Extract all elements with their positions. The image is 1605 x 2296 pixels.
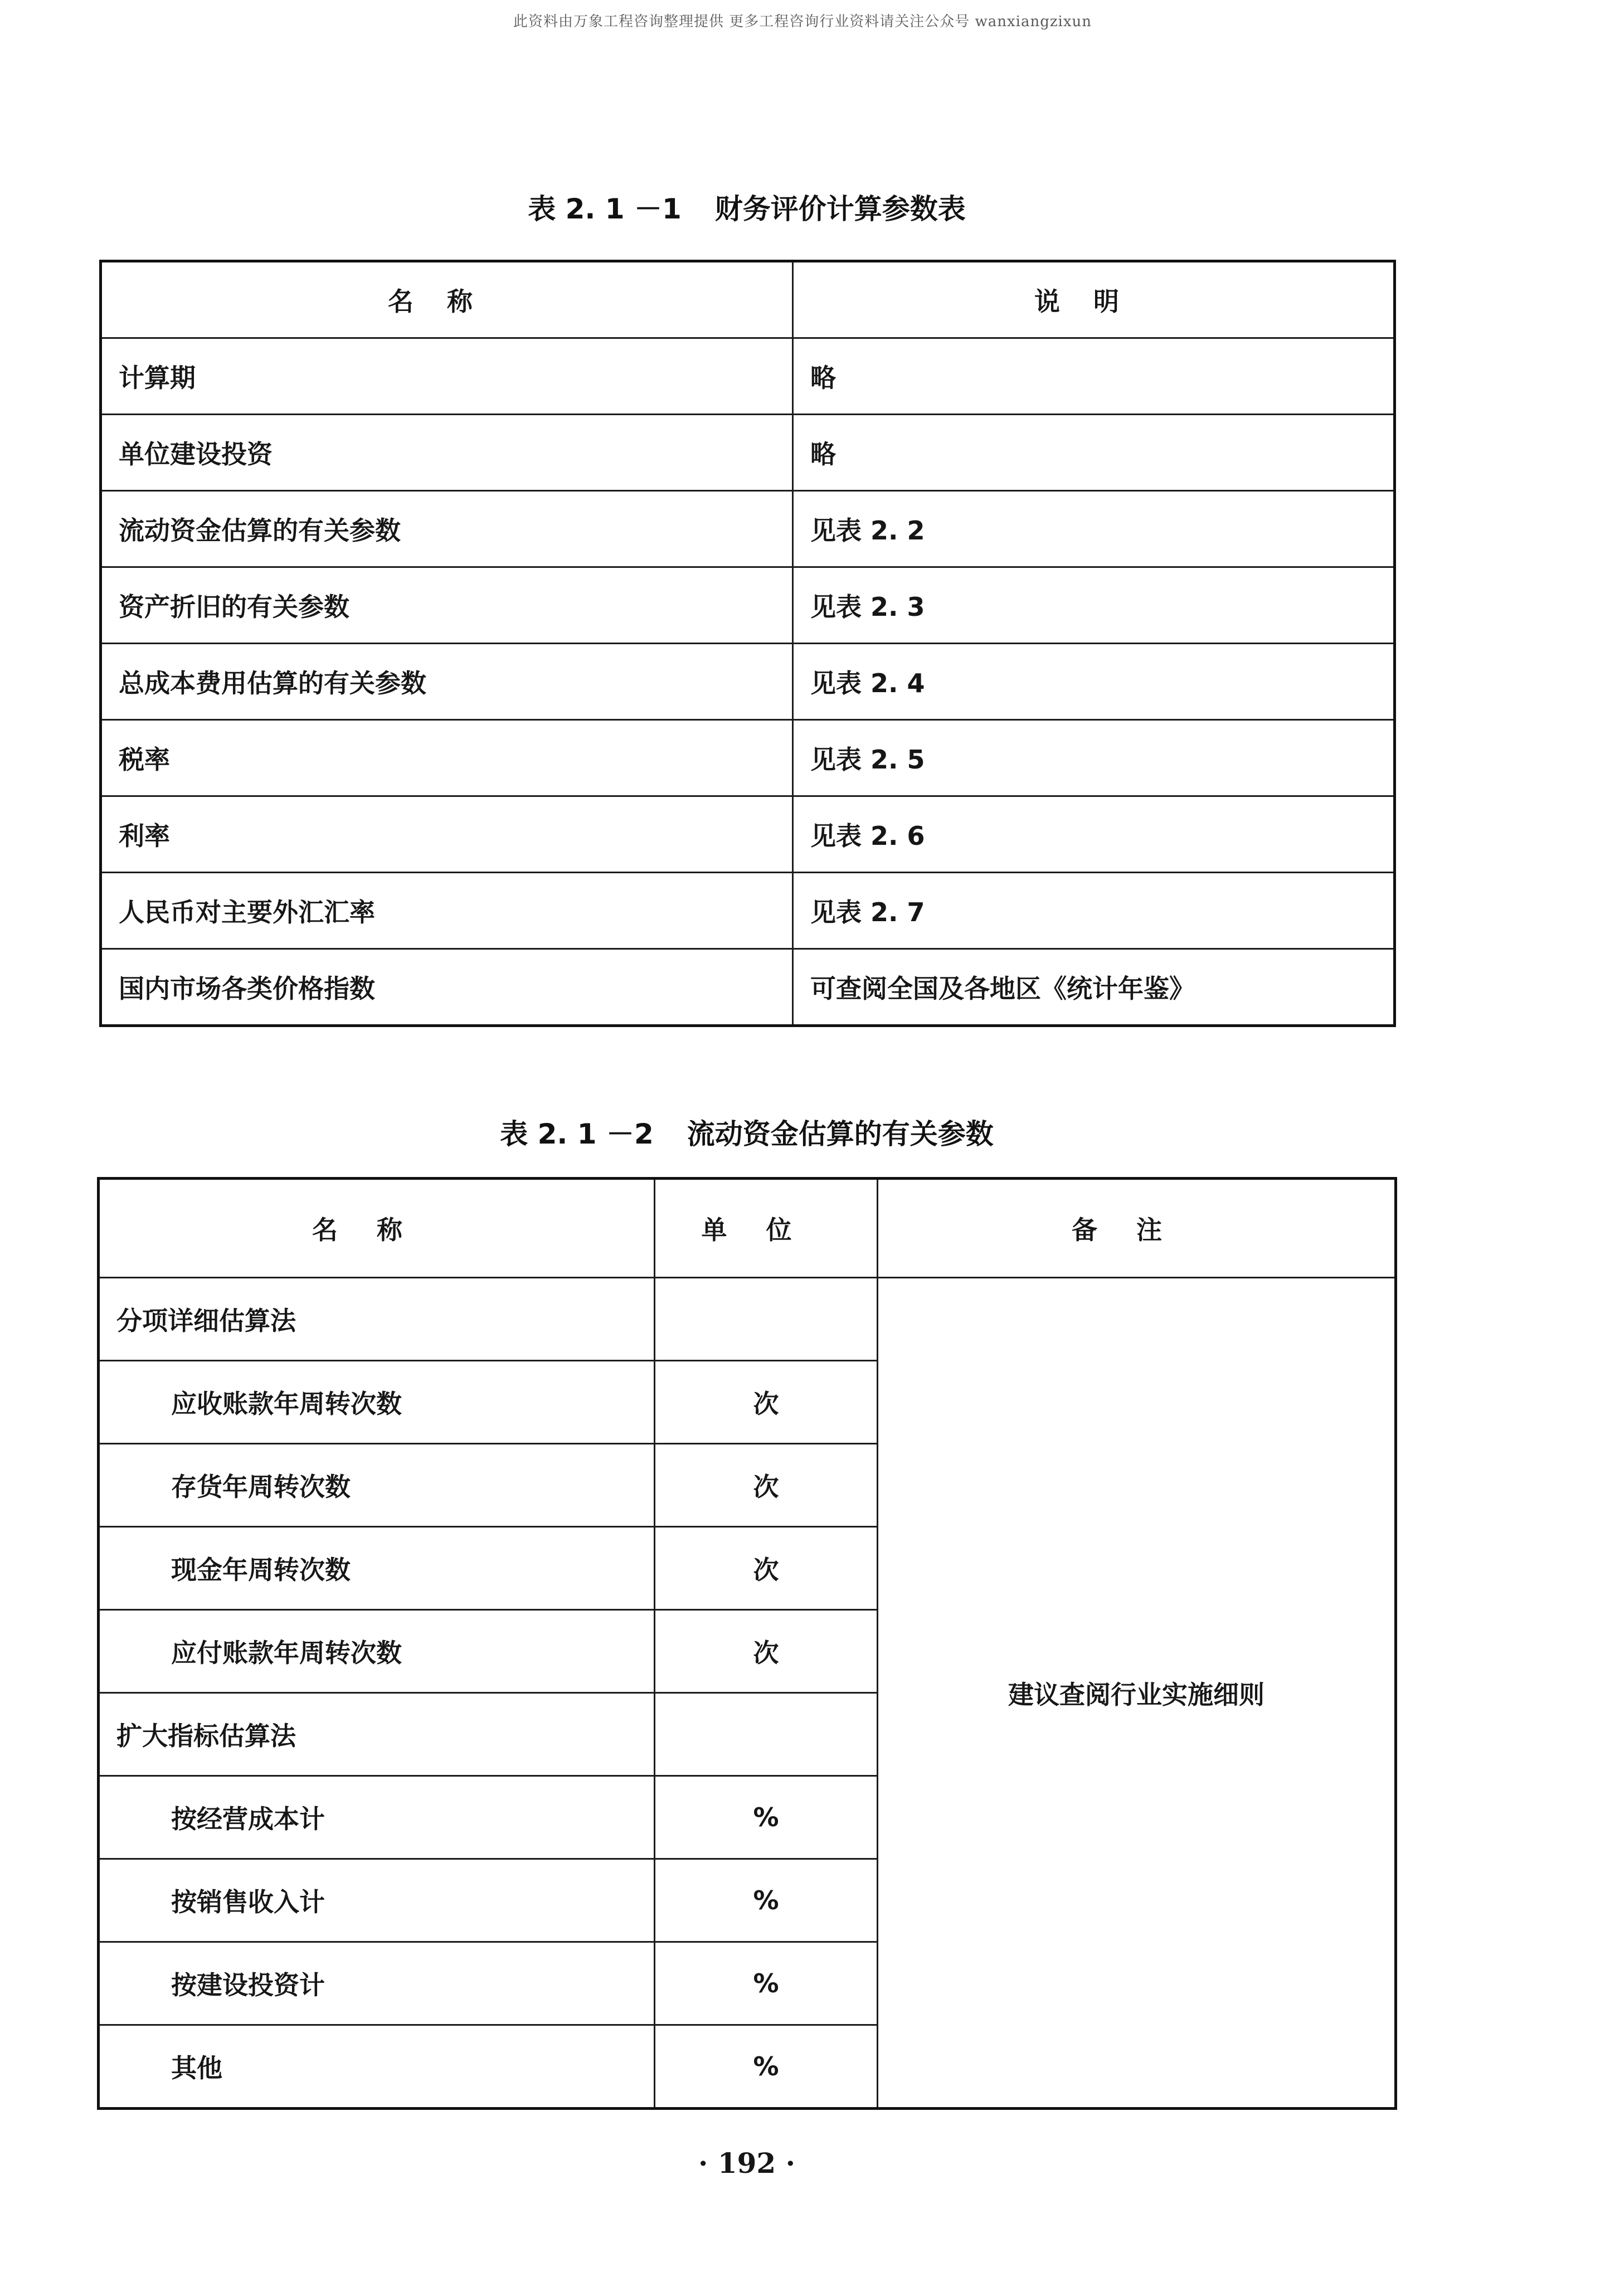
row-name: 扩大指标估算法 — [99, 1693, 655, 1776]
table2-caption-number: 表 2. 1 －2 — [500, 1118, 654, 1150]
row-name: 应收账款年周转次数 — [99, 1361, 655, 1444]
page-number: · 192 · — [698, 2147, 795, 2180]
table-row — [101, 415, 1395, 491]
row-description: 见表 2. 3 — [793, 567, 1395, 644]
row-description: 可查阅全国及各地区《统计年鉴》 — [793, 949, 1395, 1026]
row-unit: % — [655, 1776, 878, 1859]
table-row — [101, 949, 1395, 1026]
row-unit: 次 — [655, 1361, 878, 1444]
table-header-row — [101, 261, 1395, 338]
table2-caption-title: 流动资金估算的有关参数 — [687, 1118, 994, 1150]
table-row — [101, 796, 1395, 873]
table-row — [101, 720, 1395, 796]
table-row — [101, 338, 1395, 415]
row-description: 略 — [793, 338, 1395, 415]
row-description: 见表 2. 5 — [793, 720, 1395, 796]
table1-caption-title: 财务评价计算参数表 — [714, 193, 966, 225]
table-row — [101, 873, 1395, 949]
financial-parameters-table — [99, 260, 1396, 1027]
remark-cell: 建议查阅行业实施细则 — [878, 1278, 1396, 2109]
row-unit: % — [655, 1942, 878, 2025]
row-unit: % — [655, 2025, 878, 2109]
table-row — [101, 644, 1395, 720]
row-unit: % — [655, 1859, 878, 1942]
column-header-description: 说明 — [793, 261, 1395, 338]
row-unit: 次 — [655, 1610, 878, 1693]
row-name: 税率 — [101, 720, 793, 796]
column-header-name: 名称 — [101, 261, 793, 338]
row-name: 人民币对主要外汇汇率 — [101, 873, 793, 949]
row-description: 见表 2. 6 — [793, 796, 1395, 873]
table-header-row — [99, 1179, 1396, 1278]
column-header-name: 名称 — [99, 1179, 655, 1278]
row-unit — [655, 1693, 878, 1776]
row-unit: 次 — [655, 1527, 878, 1610]
row-name: 现金年周转次数 — [99, 1527, 655, 1610]
row-description: 见表 2. 7 — [793, 873, 1395, 949]
row-name: 利率 — [101, 796, 793, 873]
row-name: 其他 — [99, 2025, 655, 2109]
row-description: 见表 2. 2 — [793, 491, 1395, 567]
table2-caption — [0, 1112, 1494, 1152]
table1-caption — [0, 187, 1494, 227]
row-name: 按经营成本计 — [99, 1776, 655, 1859]
row-name: 资产折旧的有关参数 — [101, 567, 793, 644]
column-header-remark: 备注 — [878, 1179, 1396, 1278]
table1-caption-number: 表 2. 1 －1 — [528, 193, 682, 225]
table-row — [101, 567, 1395, 644]
header-note: 此资料由万象工程咨询整理提供 更多工程咨询行业资料请关注公众号 wanxiangzixun — [513, 13, 1092, 30]
row-unit — [655, 1278, 878, 1361]
row-name: 总成本费用估算的有关参数 — [101, 644, 793, 720]
table-row — [101, 491, 1395, 567]
column-header-unit: 单位 — [655, 1179, 878, 1278]
row-name: 单位建设投资 — [101, 415, 793, 491]
row-name: 按建设投资计 — [99, 1942, 655, 2025]
row-name: 国内市场各类价格指数 — [101, 949, 793, 1026]
row-name: 分项详细估算法 — [99, 1278, 655, 1361]
table-row — [99, 1278, 1396, 1361]
row-name: 存货年周转次数 — [99, 1444, 655, 1527]
row-unit: 次 — [655, 1444, 878, 1527]
row-description: 见表 2. 4 — [793, 644, 1395, 720]
row-name: 按销售收入计 — [99, 1859, 655, 1942]
row-name: 计算期 — [101, 338, 793, 415]
row-description: 略 — [793, 415, 1395, 491]
working-capital-parameters-table — [97, 1177, 1397, 2110]
row-name: 应付账款年周转次数 — [99, 1610, 655, 1693]
row-name: 流动资金估算的有关参数 — [101, 491, 793, 567]
